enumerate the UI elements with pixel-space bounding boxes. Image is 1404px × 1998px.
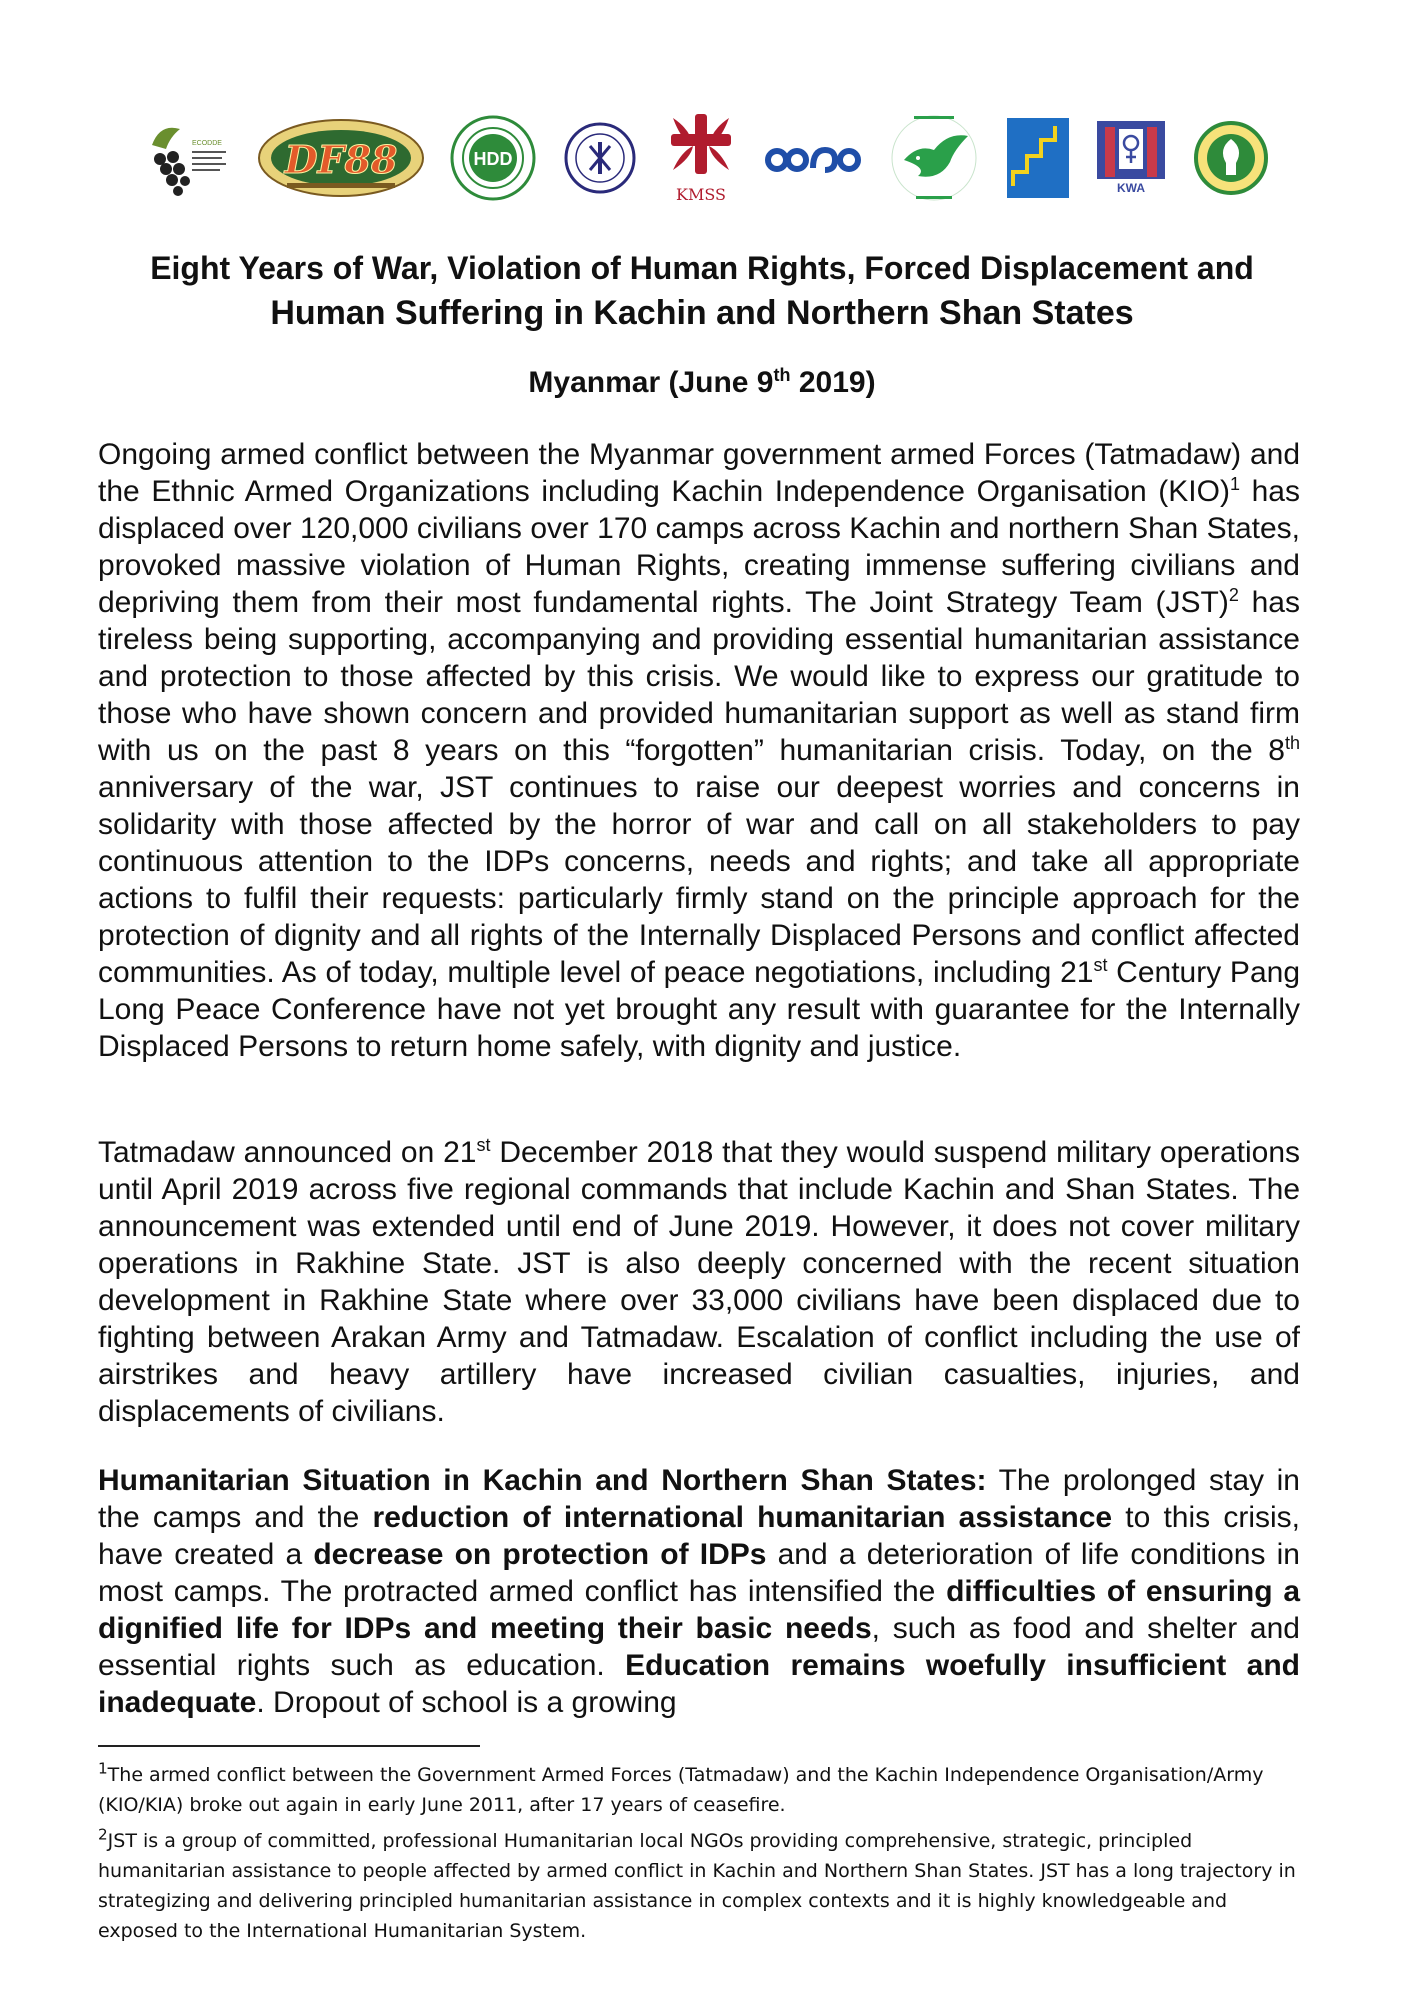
p3-bold-3: decrease on protection of IDPs — [313, 1538, 767, 1571]
kmss-logo — [663, 110, 739, 206]
kmss-logo-text: KMSS — [675, 185, 726, 204]
p3-text-5: . Dropout of school is a growing — [256, 1686, 677, 1719]
dateline-prefix: Myanmar (June 9 — [528, 366, 774, 399]
footnote-ref-1[interactable]: 1 — [1229, 474, 1240, 494]
footnote-1 — [98, 1760, 1308, 1820]
hdd-logo — [449, 110, 537, 206]
paragraph-ceasefire-text-1: Tatmadaw announced on 21 — [98, 1136, 477, 1169]
document-dateline — [0, 366, 1404, 400]
footnote-2-text: JST is a group of committed, professional Humanitarian local NGOs providing comprehensive, strategic, principled humanitarian assistance to people affected by armed conflict in Kachin and Northern Shan States. JST has a long trajectory in strategizing and delivering principled humanitarian assistance in complex contexts and it is highly knowledgeable and exposed to the International Humanitarian System. — [98, 1830, 1296, 1942]
kwa-logo-text: KWA — [1117, 181, 1146, 195]
paragraph-intro-text-3: has tireless being supporting, accompanying and providing essential humanitarian assistance and protection to those affected by this crisis. We would like to express our gratitude to those who have shown concern and provided humanitarian support as well as stand firm with us on the past 8 years on this “forgotten” humanitarian crisis. Today, on the 8 — [98, 586, 1300, 767]
steps-org-logo — [1005, 110, 1071, 206]
shalom-foundation-logo — [888, 110, 980, 206]
p3-bold-4: difficulties of ensuring a dignified life for IDPs and meeting their basic needs — [98, 1575, 1301, 1645]
p3-text-1: The prolonged stay in the camps and the — [98, 1464, 1300, 1534]
paragraph-intro-text-5: Century Pang Long Peace Conference have not yet brought any result with guarantee for the Internally Displaced Persons to return home safely, with dignity and justice. — [98, 956, 1300, 1063]
krsd-logo — [562, 110, 638, 206]
footnote-2-number: 2 — [98, 1825, 108, 1844]
document-title-line2: Human Suffering in Kachin and Northern Shan States — [270, 294, 1134, 332]
footnote-1-number: 1 — [98, 1759, 108, 1778]
footnotes — [98, 1760, 1308, 1952]
paragraph-intro-text-4: anniversary of the war, JST continues to raise our deepest worries and concerns in solidarity with those affected by the horror of war and call on all stakeholders to pay continuous attention to the IDPs concerns, needs and rights; and take all appropriate actions to fulfil their requests: particularly firmly stand on the principle approach for the protection of dignity and all rights of the Internally Displaced Persons and conflict affected communities. As of today, multiple level of peace negotiations, including 21 — [98, 771, 1300, 989]
paragraph-humanitarian-situation — [98, 1462, 1300, 1721]
paragraph-ceasefire — [98, 1134, 1300, 1430]
section-heading-humanitarian-situation: Humanitarian Situation in Kachin and Northern Shan States: — [98, 1464, 987, 1497]
p3-bold-5: Education remains woefully insufficient and inadequate — [98, 1649, 1301, 1719]
ecodde-logo-text: ECODDE — [192, 140, 222, 147]
paragraph-intro — [98, 436, 1300, 1065]
burmese-org-logo — [763, 110, 863, 206]
footnote-1-text: The armed conflict between the Government Armed Forces (Tatmadaw) and the Kachin Independence Organisation/Army (KIO/KIA) broke out again in early June 2011, after 17 years of ceasefire. — [98, 1764, 1264, 1816]
ordinal-sup-th: th — [1284, 733, 1300, 753]
p3-text-4: , such as food and shelter and essential rights such as education. — [98, 1612, 1300, 1682]
paragraph-ceasefire-text-2: December 2018 that they would suspend military operations until April 2019 across five regional commands that include Kachin and Shan States. The announcement was extended until end of June 2019. However, it does not cover military operations in Rakhine State. JST is also deeply concerned with the recent situation development in Rakhine State where over 33,000 civilians have been displaced due to fighting between Arakan Army and Tatmadaw. Escalation of conflict including the use of airstrikes and heavy artillery have increased civilian casualties, injuries, and displacements of civilians. — [98, 1136, 1301, 1428]
kwa-logo — [1095, 110, 1167, 206]
dfss-logo-text: DF88 — [284, 137, 398, 182]
ecodde-logo — [140, 110, 232, 206]
dateline-suffix: 2019) — [790, 366, 876, 399]
dateline-sup: th — [773, 365, 791, 385]
footnote-ref-2[interactable]: 2 — [1228, 585, 1239, 605]
ordinal-sup-st: st — [1093, 955, 1108, 975]
partner-logos-strip — [140, 108, 1270, 208]
p3-bold-2: reduction of international humanitarian assistance — [372, 1501, 1113, 1534]
dfss-logo — [257, 110, 425, 206]
paragraph-intro-text-2: has displaced over 120,000 civilians over 170 camps across Kachin and northern Shan States, provoked massive violation of Human Rights, creating immense suffering civilians and depriving them from their most fundamental rights. The Joint Strategy Team (JST) — [98, 475, 1300, 619]
ordinal-sup-st-2: st — [476, 1135, 491, 1155]
footnote-divider — [98, 1745, 480, 1747]
p3-text-2: to this crisis, have created a — [98, 1501, 1300, 1571]
p3-text-3: and a deterioration of life conditions in most camps. The protracted armed conflict has intensified the — [98, 1538, 1300, 1608]
green-circle-org-logo — [1192, 110, 1270, 206]
document-title-line1: Eight Years of War, Violation of Human Rights, Forced Displacement and — [150, 250, 1254, 286]
hdd-logo-text: HDD — [473, 149, 513, 169]
footnote-2 — [98, 1826, 1308, 1946]
paragraph-intro-text-1: Ongoing armed conflict between the Myanmar government armed Forces (Tatmadaw) and the Ethnic Armed Organizations including Kachin Independence Organisation (KIO) — [98, 438, 1300, 508]
